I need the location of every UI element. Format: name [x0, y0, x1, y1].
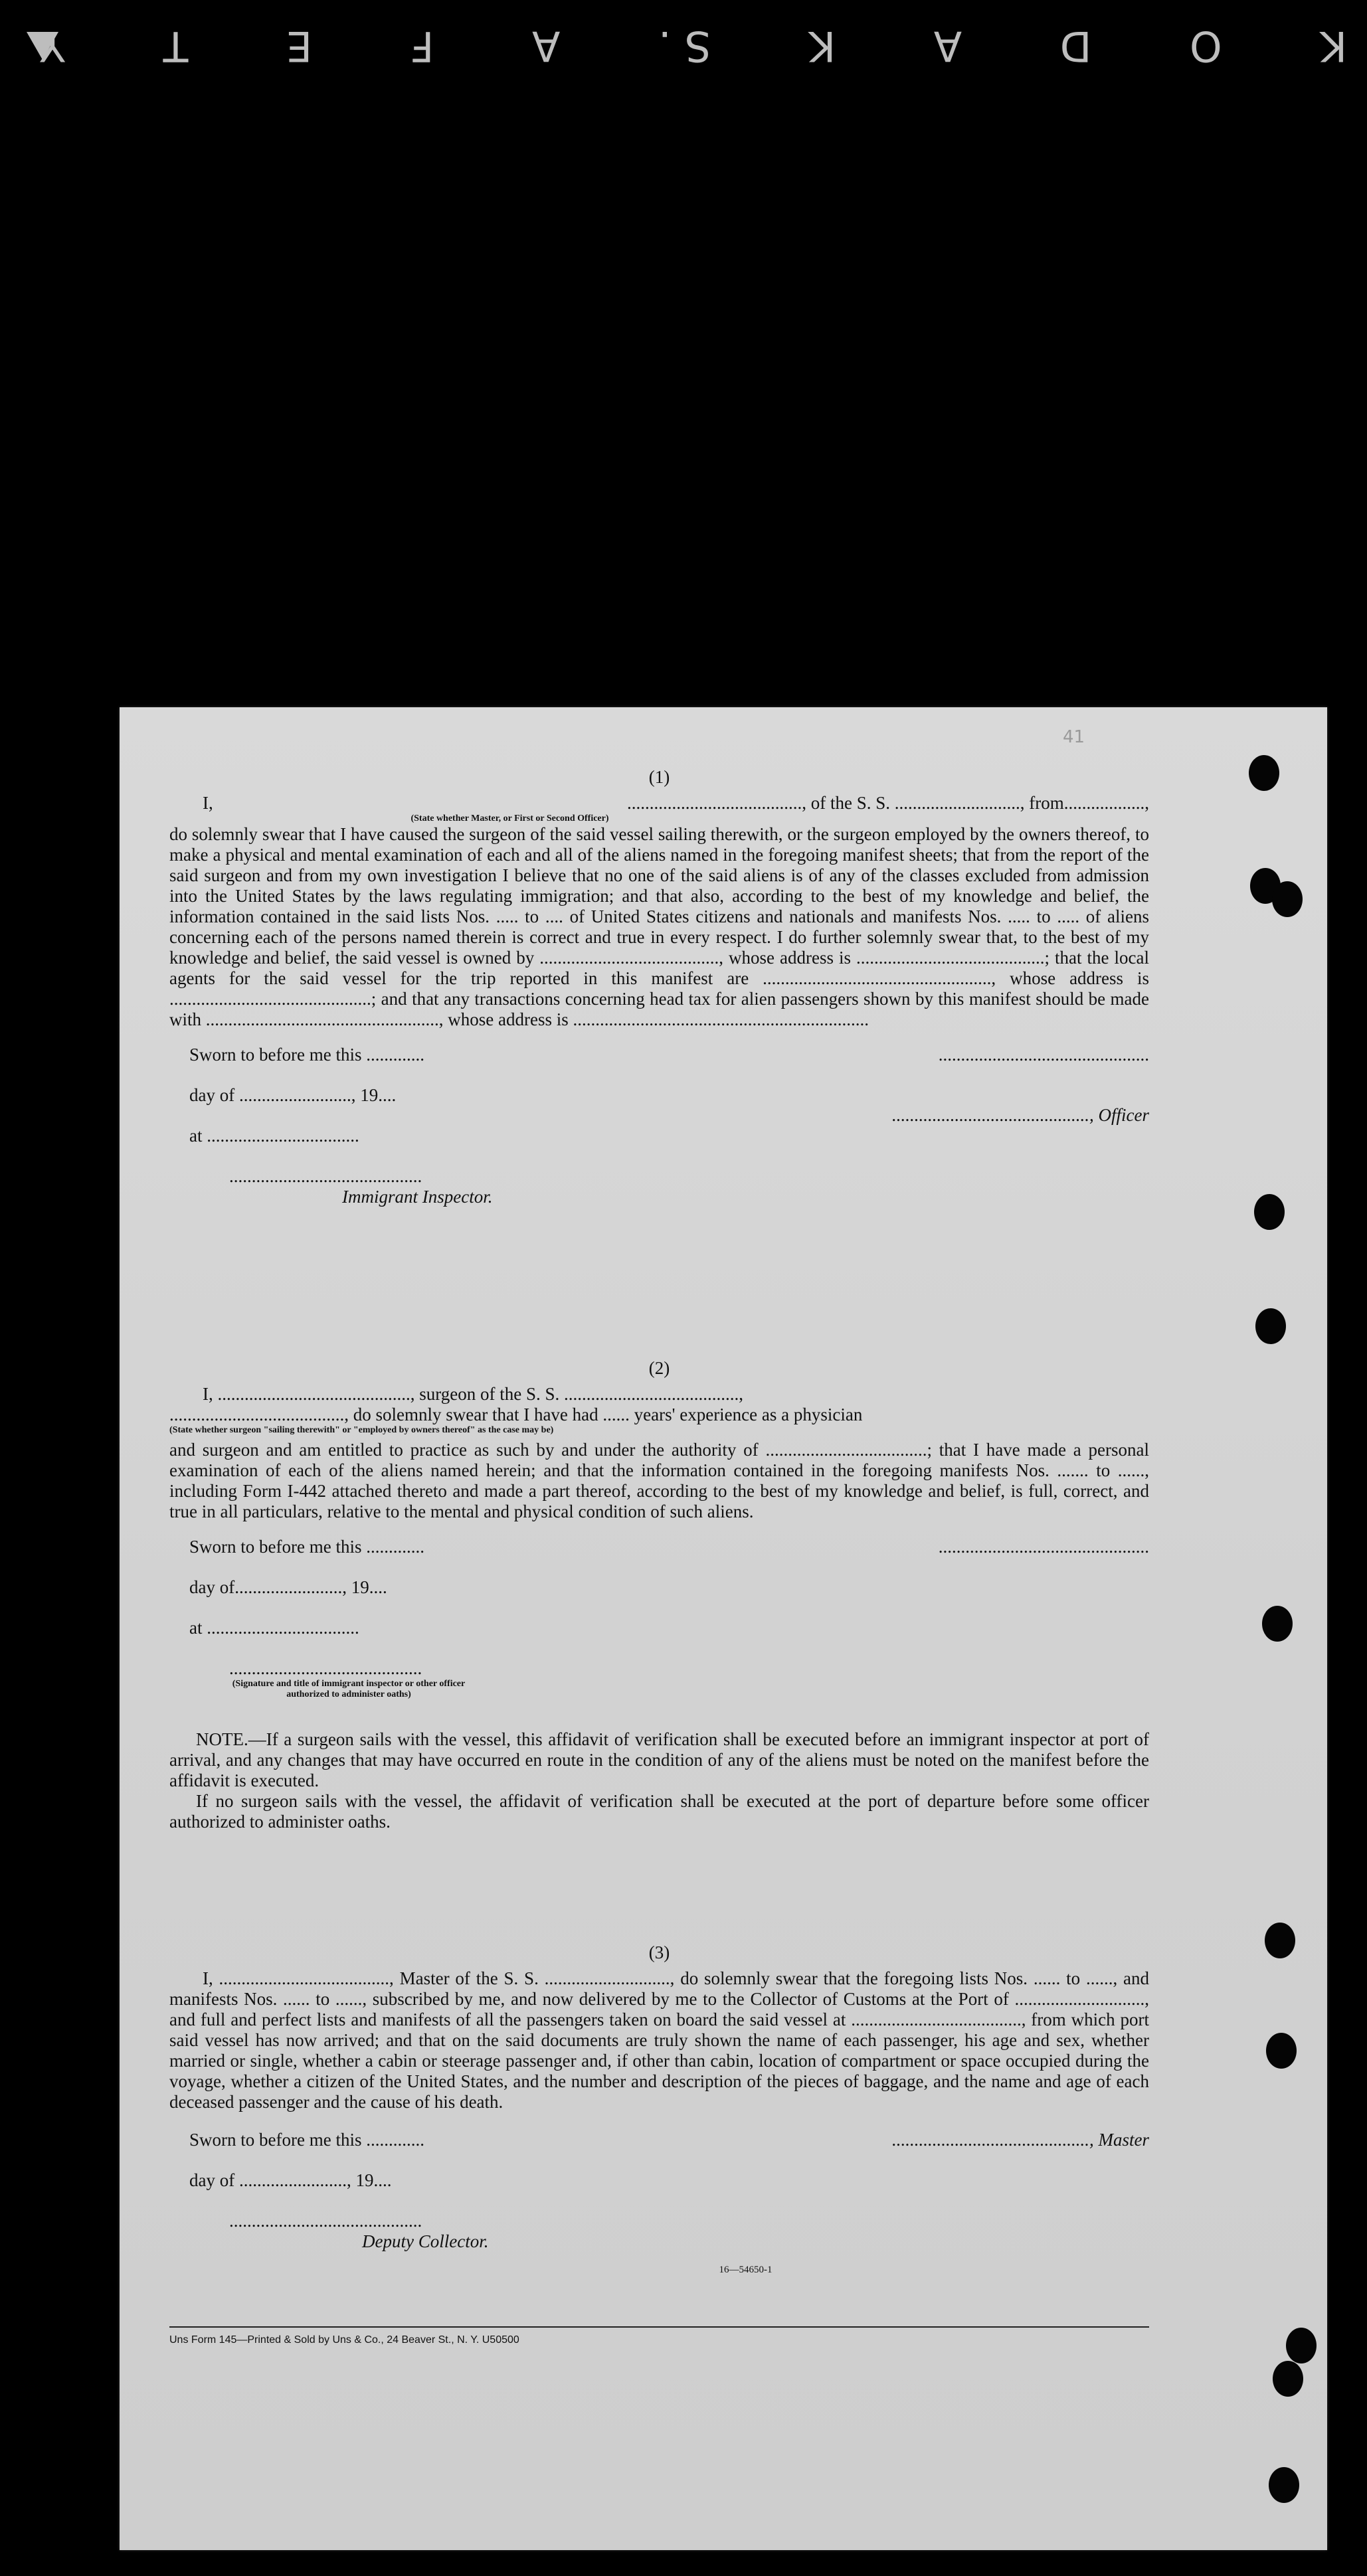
at-line: at ..................................	[189, 1618, 359, 1638]
section-2-signatures	[169, 1537, 1149, 1720]
section-1-line1	[169, 793, 1149, 814]
day-line: day of ........................., 19....	[189, 1085, 397, 1105]
signature-subnote: (Signature and title of immigrant inspector or other officer authorized to administer oaths)	[232, 1679, 466, 1699]
binder-hole	[1265, 1923, 1295, 1958]
officer-subnote: (State whether Master, or First or Second Officer)	[410, 814, 609, 823]
binder-hole	[1255, 1308, 1286, 1344]
note-paragraph-1: NOTE.—If a surgeon sails with the vessel, this affidavit of verification shall be executed before an immigrant inspector at port of arrival, and any changes that may have occurred en route in the condition of any of the aliens must be noted on the manifest before the affidavit is executed.	[169, 1729, 1149, 1790]
day-line: day of........................, 19....	[189, 1577, 387, 1597]
printer-credit: Uns Form 145—Printed & Sold by Uns & Co., 24 Beaver St., N. Y. U50500	[169, 2334, 519, 2346]
day-line: day of ........................, 19....	[189, 2170, 392, 2190]
film-letter: K	[1307, 22, 1347, 71]
film-letter: D	[1046, 22, 1092, 71]
film-letter: E	[272, 22, 313, 71]
oath-line-dots: ......................................., of the S. S. ............................, from..................,	[627, 793, 1149, 813]
form-footer	[169, 2313, 1149, 2346]
section-number: (1)	[648, 767, 670, 787]
footer-rule	[169, 2326, 1149, 2328]
film-letter: A	[920, 22, 962, 71]
film-letter: F	[397, 22, 434, 71]
surgeon-subnote: (State whether surgeon "sailing therewith" or "employed by owners thereof" as the case may be)	[169, 1425, 554, 1435]
section-1	[169, 767, 1149, 1227]
binder-hole	[1286, 2328, 1317, 2363]
film-letter: K	[795, 22, 836, 71]
section-number: (2)	[648, 1358, 670, 1378]
film-letter: O	[1176, 22, 1222, 71]
inspector-title: Immigrant Inspector.	[342, 1187, 493, 1207]
section-3	[169, 1942, 1149, 2280]
binder-hole	[1249, 755, 1279, 791]
film-letter: Y	[27, 22, 65, 71]
surgeon-line1: I, ..........................................., surgeon of the S. S. .......................................,	[203, 1384, 743, 1404]
form-code: 16—54650-1	[719, 2265, 773, 2275]
section-1-body: do solemnly swear that I have caused the surgeon of the said vessel sailing therewith, or the surgeon employed by the owners thereof, to make a physical and mental examination of each and all of the aliens named in the foregoing manifest sheets; that from the report of the said surgeon and from my own investigation I believe that no one of the said aliens is of any of the classes excluded from admission into the United States by the laws regulating immigration; and that also, according to the best of my knowledge and belief, the information contained in the said lists Nos. ..... to .... of United States citizens and nationals and manifests Nos. ..... to ..... of aliens concerning each of the persons named therein is correct and true in every respect. I do further solemnly swear that, to the best of my knowledge and belief, the said vessel is owned by ........................................, whose address is ..........................................; that the local agents for the said vessel for the trip reported in this manifest are ..................................................., whose address is .............................................; and that any transactions concerning head tax for alien passengers shown by this manifest should be made with ...................................................., whose address is ..................................................................	[169, 824, 1149, 1029]
sworn-line: Sworn to before me this .............	[189, 1537, 424, 1557]
at-line: at ..................................	[189, 1126, 359, 1146]
sworn-line: Sworn to before me this .............	[189, 1045, 424, 1065]
binder-hole	[1269, 2467, 1299, 2503]
officer-signature-line: ...............................................	[938, 1045, 1149, 1065]
binder-hole	[1272, 881, 1303, 917]
binder-hole	[1273, 2361, 1303, 2397]
film-letter: T	[149, 22, 189, 71]
section-number: (3)	[648, 1942, 670, 1962]
inspector-signature-line: ...........................................	[229, 1166, 422, 1186]
film-edge-strip	[0, 0, 1367, 93]
binder-hole	[1266, 2033, 1297, 2069]
section-2	[169, 1358, 1149, 1832]
section-2-body: and surgeon and am entitled to practice as such by and under the authority of ....................................; that I have made a personal examination of each of the aliens named herein; and that the information contained in the foregoing manifests Nos. ....... to ......, including Form I-442 attached thereto and made a part thereof, according to the best of my knowledge and belief, is full, correct, and true in all particulars, relative to the mental and physical condition of such aliens.	[169, 1440, 1149, 1521]
master-line: ............................................, Master	[892, 2130, 1149, 2150]
note-paragraph-2: If no surgeon sails with the vessel, the affidavit of verification shall be executed at the port of departure before some officer authorized to administer oaths.	[169, 1791, 1149, 1832]
surgeon-line2: ......................................., do solemnly swear that I have had ...... years' experience as a physician	[169, 1405, 863, 1424]
section-1-signatures	[169, 1045, 1149, 1227]
verification-note	[169, 1729, 1149, 1832]
inspector-signature-line: ...........................................	[229, 1658, 422, 1678]
film-letter: A	[518, 22, 561, 71]
corner-mark: 41	[1063, 727, 1085, 747]
binder-hole	[1262, 1606, 1293, 1642]
officer-line: ............................................, Officer	[892, 1105, 1149, 1125]
binder-hole	[1254, 1194, 1285, 1230]
document-page	[120, 707, 1327, 2550]
oath-i: I,	[203, 793, 213, 813]
section-3-body: I, ......................................, Master of the S. S. ............................, do solemnly swear that the foregoing lists Nos. ...... to ......, and manifests Nos. ...... to ......, subscribed by me, and now delivered by me to the Collector of Customs at the Port of ............................., and full and perfect lists and manifests of all the passengers taken on board the said vessel at ......................................, from which port said vessel has now arrived; and that on the said documents are truly shown the name of each passenger, his age and sex, whether married or single, whether a cabin or steerage passenger and, if other than cabin, location of compartment or space occupied during the voyage, whether a citizen of the United States, and the number and description of the pieces of baggage, and the name and age of each deceased passenger and the cause of his death.	[169, 1968, 1149, 2112]
section-3-signatures	[169, 2130, 1149, 2260]
sworn-line: Sworn to before me this .............	[189, 2130, 424, 2150]
surgeon-signature-line: ...............................................	[938, 1537, 1149, 1557]
collector-title: Deputy Collector.	[362, 2231, 489, 2251]
film-edge-text	[0, 7, 1367, 86]
film-letter: S.	[644, 22, 711, 71]
collector-signature-line: ...........................................	[229, 2211, 422, 2231]
